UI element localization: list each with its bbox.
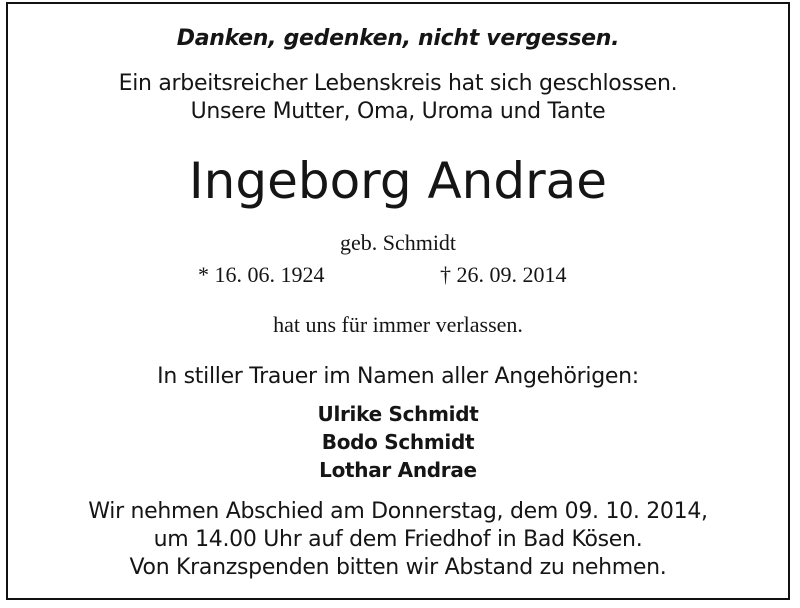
motto-line: Danken, gedenken, nicht vergessen. xyxy=(176,26,620,51)
death-date: † 26. 09. 2014 xyxy=(440,262,567,287)
family-member: Ulrike Schmidt xyxy=(317,402,479,426)
closing-line-1: Wir nehmen Abschied am Donnerstag, dem 09. 10. 2014, xyxy=(88,499,708,524)
closing-line-3: Von Kranzspenden bitten wir Abstand zu nehmen. xyxy=(129,555,667,580)
intro-line-2: Unsere Mutter, Oma, Uroma und Tante xyxy=(190,99,606,124)
birth-name: geb. Schmidt xyxy=(339,230,457,255)
birth-date: * 16. 06. 1924 xyxy=(198,262,325,287)
intro-line-1: Ein arbeitsreicher Lebenskreis hat sich geschlossen. xyxy=(118,71,678,96)
passing-text: hat uns für immer verlassen. xyxy=(273,312,523,337)
deceased-name: Ingeborg Andrae xyxy=(188,152,608,210)
obituary-notice xyxy=(6,2,790,600)
closing-line-2: um 14.00 Uhr auf dem Friedhof in Bad Kösen. xyxy=(153,527,643,552)
family-member: Bodo Schmidt xyxy=(321,430,475,454)
family-member: Lothar Andrae xyxy=(319,458,477,482)
mourning-text: In stiller Trauer im Namen aller Angehörigen: xyxy=(157,364,639,389)
